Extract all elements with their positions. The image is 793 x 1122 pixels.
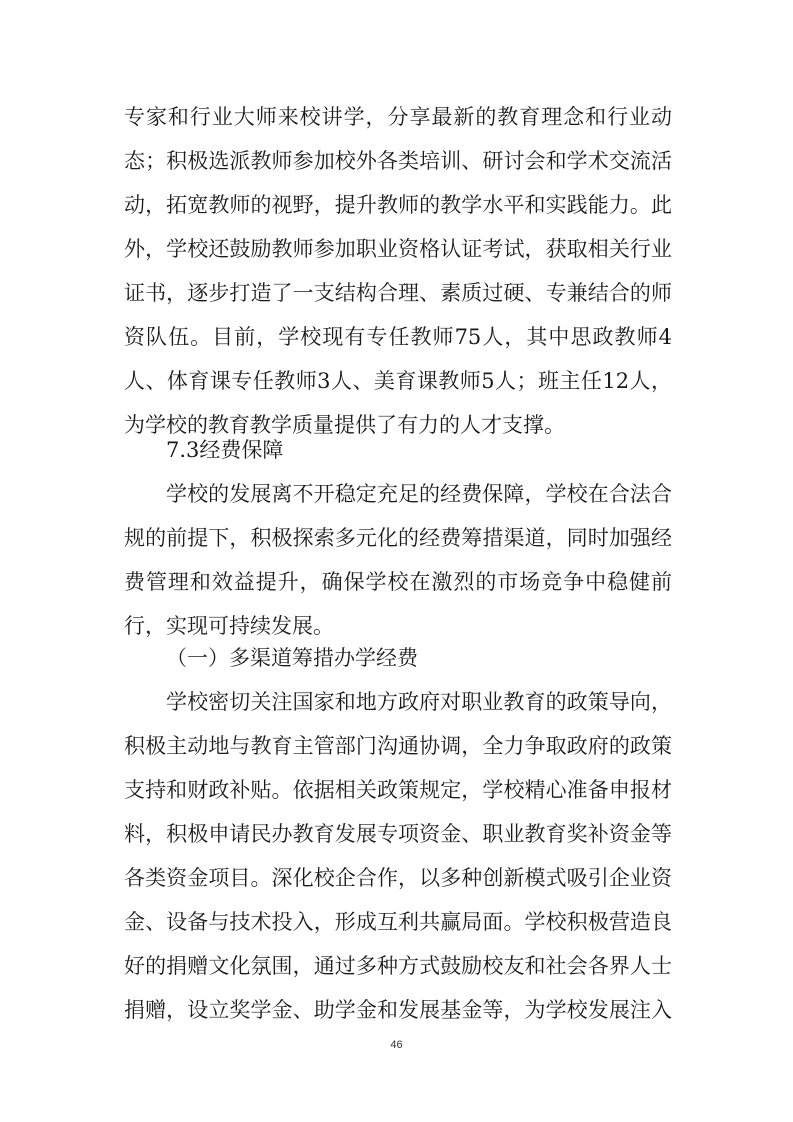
paragraph-line: 为学校的教育教学质量提供了有力的人才支撑。	[124, 413, 565, 437]
paragraph-line: 金、设备与技术投入，形成互利共赢局面。学校积极营造良	[124, 910, 672, 934]
paragraph-line: 学校的发展离不开稳定充足的经费保障，学校在合法合	[166, 482, 672, 506]
paragraph-line: 态；积极选派教师参加校外各类培训、研讨会和学术交流活	[124, 149, 672, 173]
paragraph-line: 动，拓宽教师的视野，提升教师的教学水平和实践能力。此	[124, 193, 672, 217]
subsection-heading: （一）多渠道筹措办学经费	[166, 646, 418, 670]
paragraph-line: 捐赠，设立奖学金、助学金和发展基金等，为学校发展注入	[124, 998, 672, 1022]
paragraph-line: 人、体育课专任教师3人、美育课教师5人；班主任12人，	[124, 369, 672, 393]
page-number: 46	[390, 1039, 403, 1051]
paragraph-line: 支持和财政补贴。依据相关政策规定，学校精心准备申报材	[124, 778, 672, 802]
paragraph-line: 规的前提下，积极探索多元化的经费筹措渠道，同时加强经	[124, 526, 672, 550]
paragraph-line: 费管理和效益提升，确保学校在激烈的市场竞争中稳健前	[124, 570, 672, 594]
section-heading: 7.3经费保障	[166, 438, 284, 462]
paragraph-line: 料，积极申请民办教育发展专项资金、职业教育奖补资金等	[124, 822, 672, 846]
paragraph-line: 资队伍。目前，学校现有专任教师75人，其中思政教师4	[124, 325, 672, 349]
paragraph-line: 各类资金项目。深化校企合作，以多种创新模式吸引企业资	[124, 866, 672, 890]
paragraph-line: 学校密切关注国家和地方政府对职业教育的政策导向，	[166, 690, 672, 714]
paragraph-line: 专家和行业大师来校讲学，分享最新的教育理念和行业动	[124, 105, 672, 129]
paragraph-line: 积极主动地与教育主管部门沟通协调，全力争取政府的政策	[124, 734, 672, 758]
paragraph-line: 行，实现可持续发展。	[124, 614, 334, 638]
paragraph-line: 好的捐赠文化氛围，通过多种方式鼓励校友和社会各界人士	[124, 954, 672, 978]
paragraph-line: 外，学校还鼓励教师参加职业资格认证考试，获取相关行业	[124, 237, 672, 261]
paragraph-line: 证书，逐步打造了一支结构合理、素质过硬、专兼结合的师	[124, 281, 672, 305]
